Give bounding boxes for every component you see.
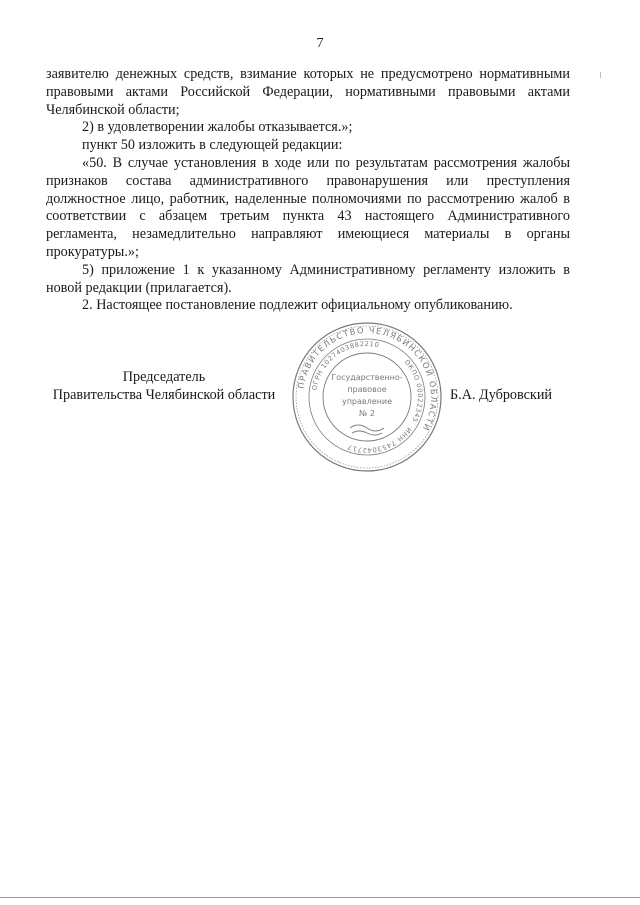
scan-bottom-border <box>0 897 640 898</box>
seal-outer-text: ПРАВИТЕЛЬСТВО ЧЕЛЯБИНСКОЙ ОБЛАСТИ <box>295 324 440 434</box>
document-body <box>46 66 570 315</box>
paragraph-refusal: 2) в удовлетворении жалобы отказывается.»; <box>82 119 353 136</box>
seal-center-line-1: Государственно- <box>331 373 403 382</box>
paragraph-publication: 2. Настоящее постановление подлежит официальному опубликованию. <box>82 297 513 314</box>
paragraph-continuation: заявителю денежных средств, взимание которых не предусмотрено нормативными правовыми актами Российской Федерации, нормативными правовыми актами Челябинской области; <box>46 66 570 118</box>
page-number: 7 <box>316 36 324 51</box>
seal-ogrn-text: ОГРН 1027403882210 <box>310 339 381 391</box>
scan-edge-mark <box>600 72 601 78</box>
signatory-position: Председатель <box>122 369 206 385</box>
seal-okpo-text: ОКПО 00022345 <box>402 358 425 424</box>
seal-center-line-2: правовое <box>347 385 387 394</box>
seal-center-line-4: № 2 <box>359 409 375 418</box>
seal-center-line-3: управление <box>341 397 393 406</box>
paragraph-point-50-intro: пункт 50 изложить в следующей редакции: <box>82 137 343 154</box>
signatory-title <box>30 368 298 404</box>
official-seal <box>290 320 444 474</box>
signer-name: Б.А. Дубровский <box>450 387 553 403</box>
seal-inn-text: ИНН 7453042717 <box>346 425 413 455</box>
paragraph-appendix: 5) приложение 1 к указанному Административному регламенту изложить в новой редакции (прилагается). <box>46 261 570 296</box>
signatory-organization: Правительства Челябинской области <box>52 387 276 403</box>
seal-emblem-mark <box>350 425 384 435</box>
paragraph-point-50-text: «50. В случае установления в ходе или по результатам рассмотрения жалобы признаков состава административного правонарушения или преступления должностное лицо, работник, наделенные полномочиями по рассмотрению жалоб в соответствии с абзацем третьим пункта 43 настоящего Административного регламента, незамедлительно направляют имеющиеся материалы в органы прокуратуры.»; <box>46 154 570 260</box>
